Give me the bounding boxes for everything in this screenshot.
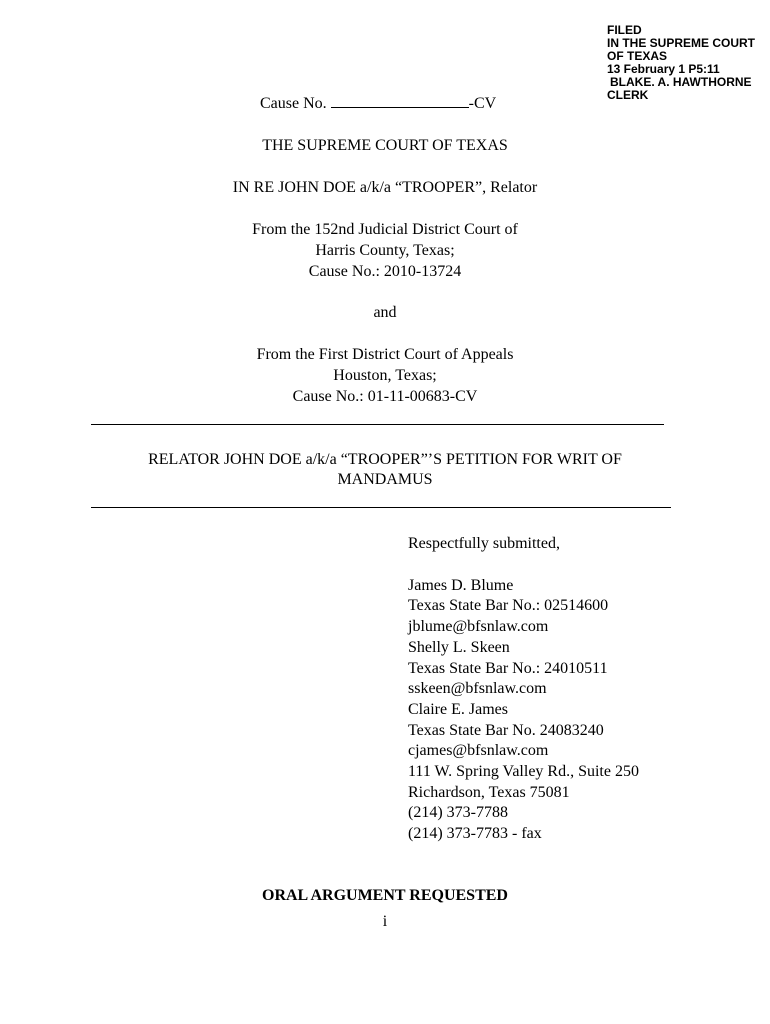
signature-line: Texas State Bar No.: 02514600 bbox=[408, 597, 609, 615]
petition-title-line-2: MANDAMUS bbox=[337, 471, 433, 488]
stamp-clerk-name: BLAKE. A. HAWTHORNE bbox=[610, 75, 752, 89]
cause-prefix: Cause No. bbox=[260, 95, 327, 112]
signature-line: Shelly L. Skeen bbox=[408, 638, 510, 656]
appeals-court-line-2: Houston, Texas; bbox=[333, 367, 437, 384]
cause-blank bbox=[331, 93, 469, 108]
signature-block bbox=[408, 534, 639, 845]
signature-line: 111 W. Spring Valley Rd., Suite 250 bbox=[408, 763, 639, 781]
signature-line: (214) 373-7788 bbox=[408, 804, 508, 822]
signature-line: Texas State Bar No. 24083240 bbox=[408, 721, 604, 739]
signature-greeting: Respectfully submitted, bbox=[408, 535, 560, 552]
cause-number-line bbox=[260, 93, 496, 114]
trial-court-line-2: Harris County, Texas; bbox=[315, 242, 455, 259]
court-heading: THE SUPREME COURT OF TEXAS bbox=[262, 137, 508, 154]
signature-line: jblume@bfsnlaw.com bbox=[408, 618, 549, 636]
stamp-state: OF TEXAS bbox=[607, 49, 668, 63]
divider-top bbox=[91, 424, 664, 425]
appeals-court-line-1: From the First District Court of Appeals bbox=[256, 346, 514, 363]
trial-court-cause: Cause No.: 2010-13724 bbox=[308, 263, 462, 280]
in-re-line: IN RE JOHN DOE a/k/a “TROOPER”, Relator bbox=[232, 179, 538, 196]
oral-argument-requested: ORAL ARGUMENT REQUESTED bbox=[262, 887, 508, 904]
cause-suffix: -CV bbox=[468, 95, 497, 112]
stamp-filed: FILED bbox=[607, 23, 642, 37]
appeals-court-cause: Cause No.: 01-11-00683-CV bbox=[292, 388, 478, 405]
divider-bottom bbox=[91, 507, 671, 508]
signature-line: Claire E. James bbox=[408, 700, 508, 718]
filed-stamp bbox=[607, 24, 755, 102]
stamp-court: IN THE SUPREME COURT bbox=[607, 36, 756, 50]
signature-line: James D. Blume bbox=[408, 576, 514, 594]
signature-line: cjames@bfsnlaw.com bbox=[408, 742, 549, 760]
stamp-datetime: 13 February 1 P5:11 bbox=[607, 62, 720, 76]
trial-court-line-1: From the 152nd Judicial District Court of bbox=[252, 221, 518, 238]
stamp-clerk-title: CLERK bbox=[607, 88, 649, 102]
signature-line: (214) 373-7783 - fax bbox=[408, 825, 542, 843]
petition-title-line-1: RELATOR JOHN DOE a/k/a “TROOPER”’S PETITION FOR WRIT OF bbox=[148, 451, 622, 468]
signature-line: sskeen@bfsnlaw.com bbox=[408, 680, 547, 698]
signature-line: Richardson, Texas 75081 bbox=[408, 783, 570, 801]
conjunction-and: and bbox=[373, 304, 397, 321]
signature-line: Texas State Bar No.: 24010511 bbox=[408, 659, 608, 677]
page-number: i bbox=[382, 913, 388, 930]
